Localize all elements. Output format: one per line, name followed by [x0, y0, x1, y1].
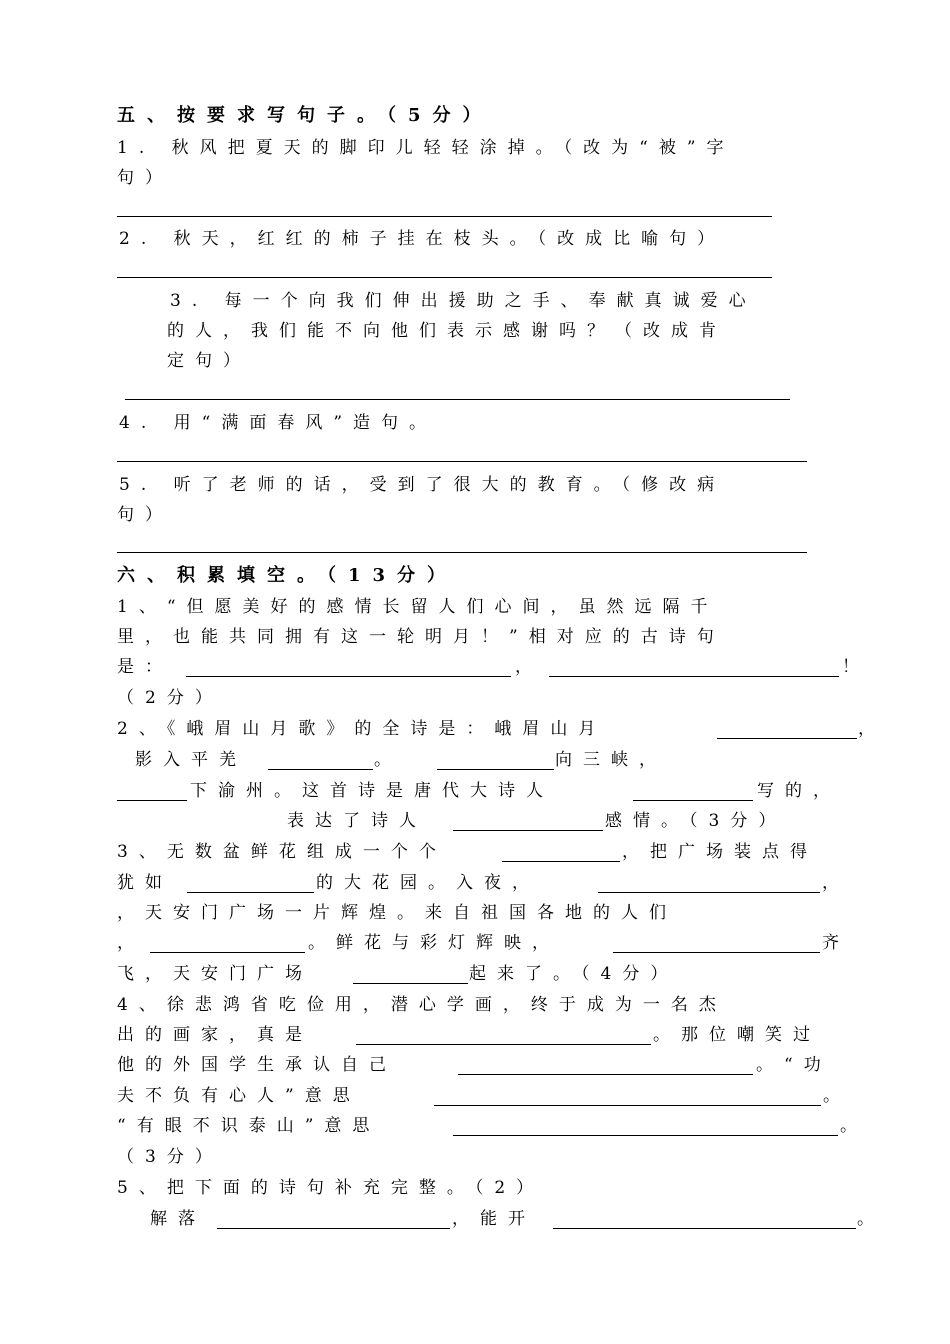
s6-q2-line2a: 影入平羌 [135, 750, 247, 770]
s6-q2-blank-6[interactable] [453, 830, 603, 831]
s6-q5-blank-1[interactable] [217, 1228, 450, 1229]
s6-q4-line4a: 夫不负有心人”意思 [117, 1086, 361, 1106]
s5-q5-line2: 句） [117, 505, 173, 525]
s6-q5-line2b: ，能开 [452, 1209, 536, 1229]
section6-title: 六、积累填空。（13分） [117, 565, 458, 586]
s5-q5-answer-line[interactable] [117, 552, 807, 553]
s6-q3-line1a: 3、无数盆鲜花组成一个个 [117, 842, 447, 862]
s6-q4-line3b: 。“功 [756, 1055, 832, 1075]
s6-q4-line2a: 出的画家，真是 [117, 1025, 313, 1045]
s6-q3-line2c: ， [822, 873, 850, 893]
s6-q3-blank-1[interactable] [502, 861, 620, 862]
s6-q3-line4a: ， [117, 933, 145, 953]
s6-q2-line1: 2、《峨眉山月歌》的全诗是：峨眉山月 [117, 719, 607, 739]
s6-q2-line4a: 表达了诗人 [287, 811, 427, 831]
s6-q4-line5b: 。 [840, 1116, 868, 1136]
s6-q3-line4c: 齐 [822, 933, 850, 953]
s6-q4-line4b: 。 [823, 1086, 851, 1106]
s6-q2-period: 。 [374, 750, 402, 770]
s6-q2-comma: ， [858, 719, 886, 739]
s6-q5-line2c: 。 [857, 1209, 885, 1229]
s6-q4-line1: 4、徐悲鸿省吃俭用，潜心学画，终于成为一名杰 [117, 995, 727, 1015]
s5-q3-line1: 3. 每一个向我们伸出援助之手、奉献真诚爱心 [170, 291, 757, 311]
s6-q3-line1b: ，把广场装点得 [622, 842, 818, 862]
s6-q2-blank-4[interactable] [117, 800, 187, 801]
s6-q2-line2b: 向三峡， [555, 750, 667, 770]
s6-q1-score: （2分） [117, 688, 223, 708]
s5-q3-line3: 定句） [167, 351, 251, 371]
s6-q3-blank-6[interactable] [353, 983, 468, 984]
s6-q5-blank-2[interactable] [553, 1228, 856, 1229]
s6-q4-line5a: “有眼不识泰山”意思 [117, 1116, 381, 1136]
s6-q2-blank-2[interactable] [268, 769, 373, 770]
s6-q3-blank-5[interactable] [613, 952, 820, 953]
s5-q1-line1: 1. 秋风把夏天的脚印儿轻轻涂掉。（改为“被”字 [117, 138, 735, 158]
section5-title: 五、按要求写句子。（5分） [117, 105, 493, 126]
s6-q1-comma: ， [515, 657, 543, 677]
s6-q4-blank-3[interactable] [434, 1105, 821, 1106]
s6-q1-line2: 里，也能共同拥有这一轮明月！”相对应的古诗句 [117, 627, 725, 647]
s6-q4-score: （3分） [117, 1147, 223, 1167]
s6-q2-line3a: 下渝州。这首诗是唐代大诗人 [190, 781, 554, 801]
s6-q1-blank-1[interactable] [186, 676, 511, 677]
s5-q3-answer-line[interactable] [125, 399, 790, 400]
s6-q3-line2b: 的大花园。入夜， [316, 873, 540, 893]
s6-q2-blank-5[interactable] [633, 800, 753, 801]
s6-q2-blank-3[interactable] [437, 769, 554, 770]
s6-q4-line3a: 他的外国学生承认自己 [117, 1055, 397, 1075]
s5-q3-line2: 的人，我们能不向他们表示感谢吗？（改成肯 [167, 321, 727, 341]
s6-q3-line2a: 犹如 [117, 873, 173, 893]
s6-q1-line1: 1、“但愿美好的感情长留人们心间，虽然远隔千 [117, 597, 719, 617]
s6-q1-line3: 是： [117, 657, 173, 677]
s6-q3-line5b: 起来了。（4分） [469, 964, 679, 984]
s6-q2-blank-1[interactable] [717, 738, 857, 739]
s6-q3-blank-4[interactable] [150, 952, 305, 953]
s6-q3-line5a: 飞，天安门广场 [117, 964, 313, 984]
s6-q2-line4b: 感情。（3分） [605, 811, 787, 831]
s6-q5-line1: 5、把下面的诗句补充完整。（2） [117, 1178, 545, 1198]
s6-q4-blank-1[interactable] [356, 1044, 651, 1045]
s6-q1-exclaim: ！ [842, 657, 870, 677]
s6-q4-line2b: 。那位嘲笑过 [653, 1025, 821, 1045]
s6-q3-line4b: 。鲜花与彩灯辉映， [308, 933, 560, 953]
s6-q4-blank-2[interactable] [458, 1074, 753, 1075]
s6-q4-blank-4[interactable] [453, 1135, 838, 1136]
s6-q5-line2a: 解落 [150, 1209, 206, 1229]
s6-q3-blank-2[interactable] [187, 892, 314, 893]
s5-q2: 2. 秋天，红红的柿子挂在枝头。（改成比喻句） [119, 229, 726, 249]
s5-q2-answer-line[interactable] [117, 277, 772, 278]
s6-q3-line3: ，天安门广场一片辉煌。来自祖国各地的人们 [117, 903, 677, 923]
s5-q4-answer-line[interactable] [117, 461, 807, 462]
s5-q4: 4. 用“满面春风”造句。 [119, 413, 438, 433]
s5-q5-line1: 5. 听了老师的话，受到了很大的教育。（修改病 [119, 475, 726, 495]
s6-q1-blank-2[interactable] [549, 676, 839, 677]
s6-q3-blank-3[interactable] [598, 892, 820, 893]
s5-q1-line2: 句） [117, 168, 173, 188]
s6-q2-line3b: 写的， [757, 781, 841, 801]
s5-q1-answer-line[interactable] [117, 216, 772, 217]
